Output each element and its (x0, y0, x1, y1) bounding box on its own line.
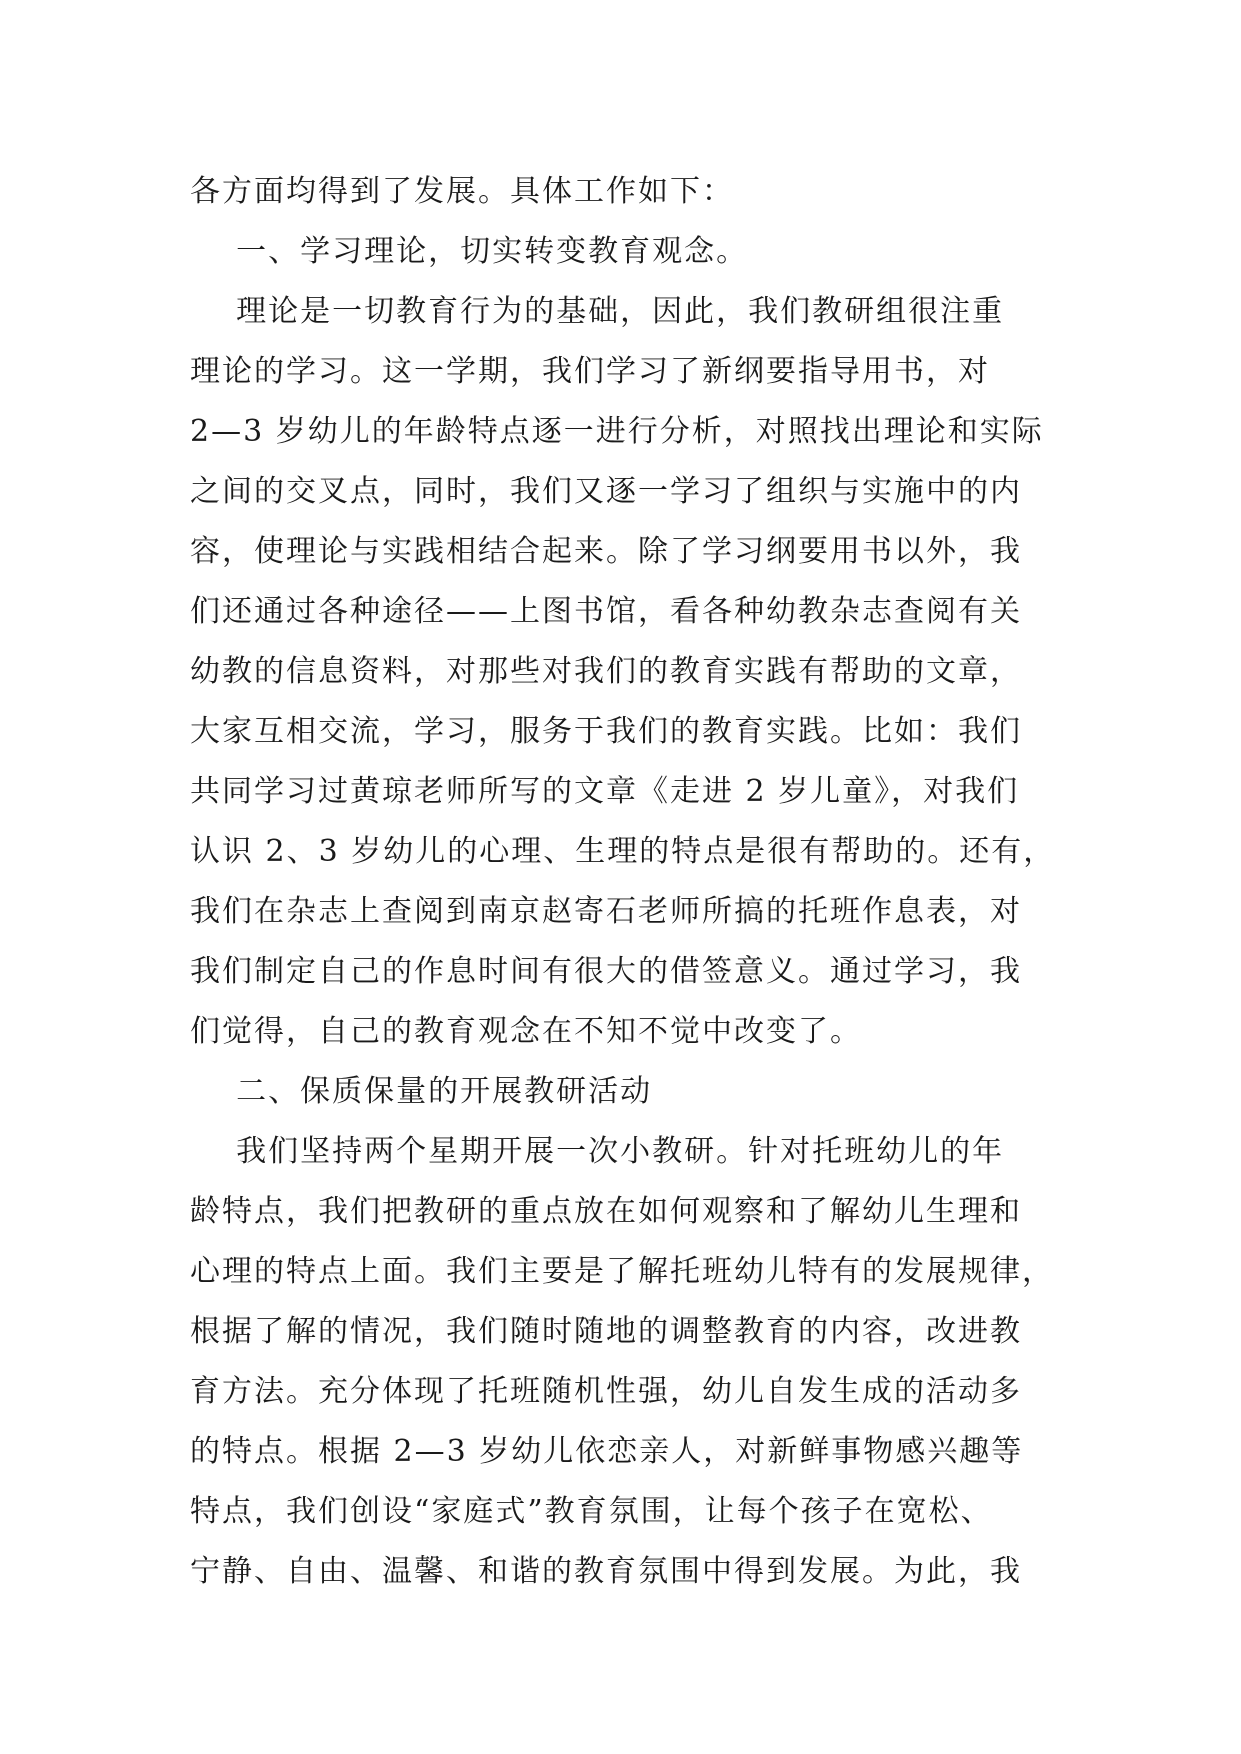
text-line: 特点，我们创设“家庭式”教育氛围，让每个孩子在宽松、 (190, 1494, 993, 1529)
text-line: 大家互相交流，学习，服务于我们的教育实践。比如：我们 (190, 714, 1022, 749)
text-line: 心理的特点上面。我们主要是了解托班幼儿特有的发展规律， (190, 1254, 1054, 1289)
text-line: 们觉得，自己的教育观念在不知不觉中改变了。 (190, 1014, 862, 1049)
text-line: 理论是一切教育行为的基础，因此，我们教研组很注重 (190, 294, 1005, 329)
text-line: 理论的学习。这一学期，我们学习了新纲要指导用书，对 (190, 354, 990, 389)
body-text (190, 162, 1056, 1602)
section-heading: 一、学习理论，切实转变教育观念。 (190, 234, 749, 269)
text-line: 我们在杂志上查阅到南京赵寄石老师所搞的托班作息表，对 (190, 894, 1022, 929)
text-line: 2—3 岁幼儿的年龄特点逐一进行分析，对照找出理论和实际 (190, 414, 1044, 449)
text-line: 我们制定自己的作息时间有很大的借签意义。通过学习，我 (190, 954, 1022, 989)
text-line: 各方面均得到了发展。具体工作如下： (190, 174, 734, 209)
section-heading: 二、保质保量的开展教研活动 (190, 1074, 653, 1109)
text-line: 容，使理论与实践相结合起来。除了学习纲要用书以外，我 (190, 534, 1022, 569)
text-line: 共同学习过黄琼老师所写的文章《走进 2 岁儿童》，对我们 (190, 774, 1020, 809)
text-line: 之间的交叉点，同时，我们又逐一学习了组织与实施中的内 (190, 474, 1022, 509)
text-line: 育方法。充分体现了托班随机性强，幼儿自发生成的活动多 (190, 1374, 1022, 1409)
text-line: 宁静、自由、温馨、和谐的教育氛围中得到发展。为此，我 (190, 1554, 1022, 1589)
text-line: 根据了解的情况，我们随时随地的调整教育的内容，改进教 (190, 1314, 1022, 1349)
text-line: 我们坚持两个星期开展一次小教研。针对托班幼儿的年 (190, 1134, 1005, 1169)
text-line: 认识 2、3 岁幼儿的心理、生理的特点是很有帮助的。还有， (190, 834, 1056, 869)
text-line: 龄特点，我们把教研的重点放在如何观察和了解幼儿生理和 (190, 1194, 1022, 1229)
text-line: 的特点。根据 2—3 岁幼儿依恋亲人，对新鲜事物感兴趣等 (190, 1434, 1024, 1469)
text-line: 幼教的信息资料，对那些对我们的教育实践有帮助的文章， (190, 654, 1022, 689)
text-line: 们还通过各种途径——上图书馆，看各种幼教杂志查阅有关 (190, 594, 1022, 629)
